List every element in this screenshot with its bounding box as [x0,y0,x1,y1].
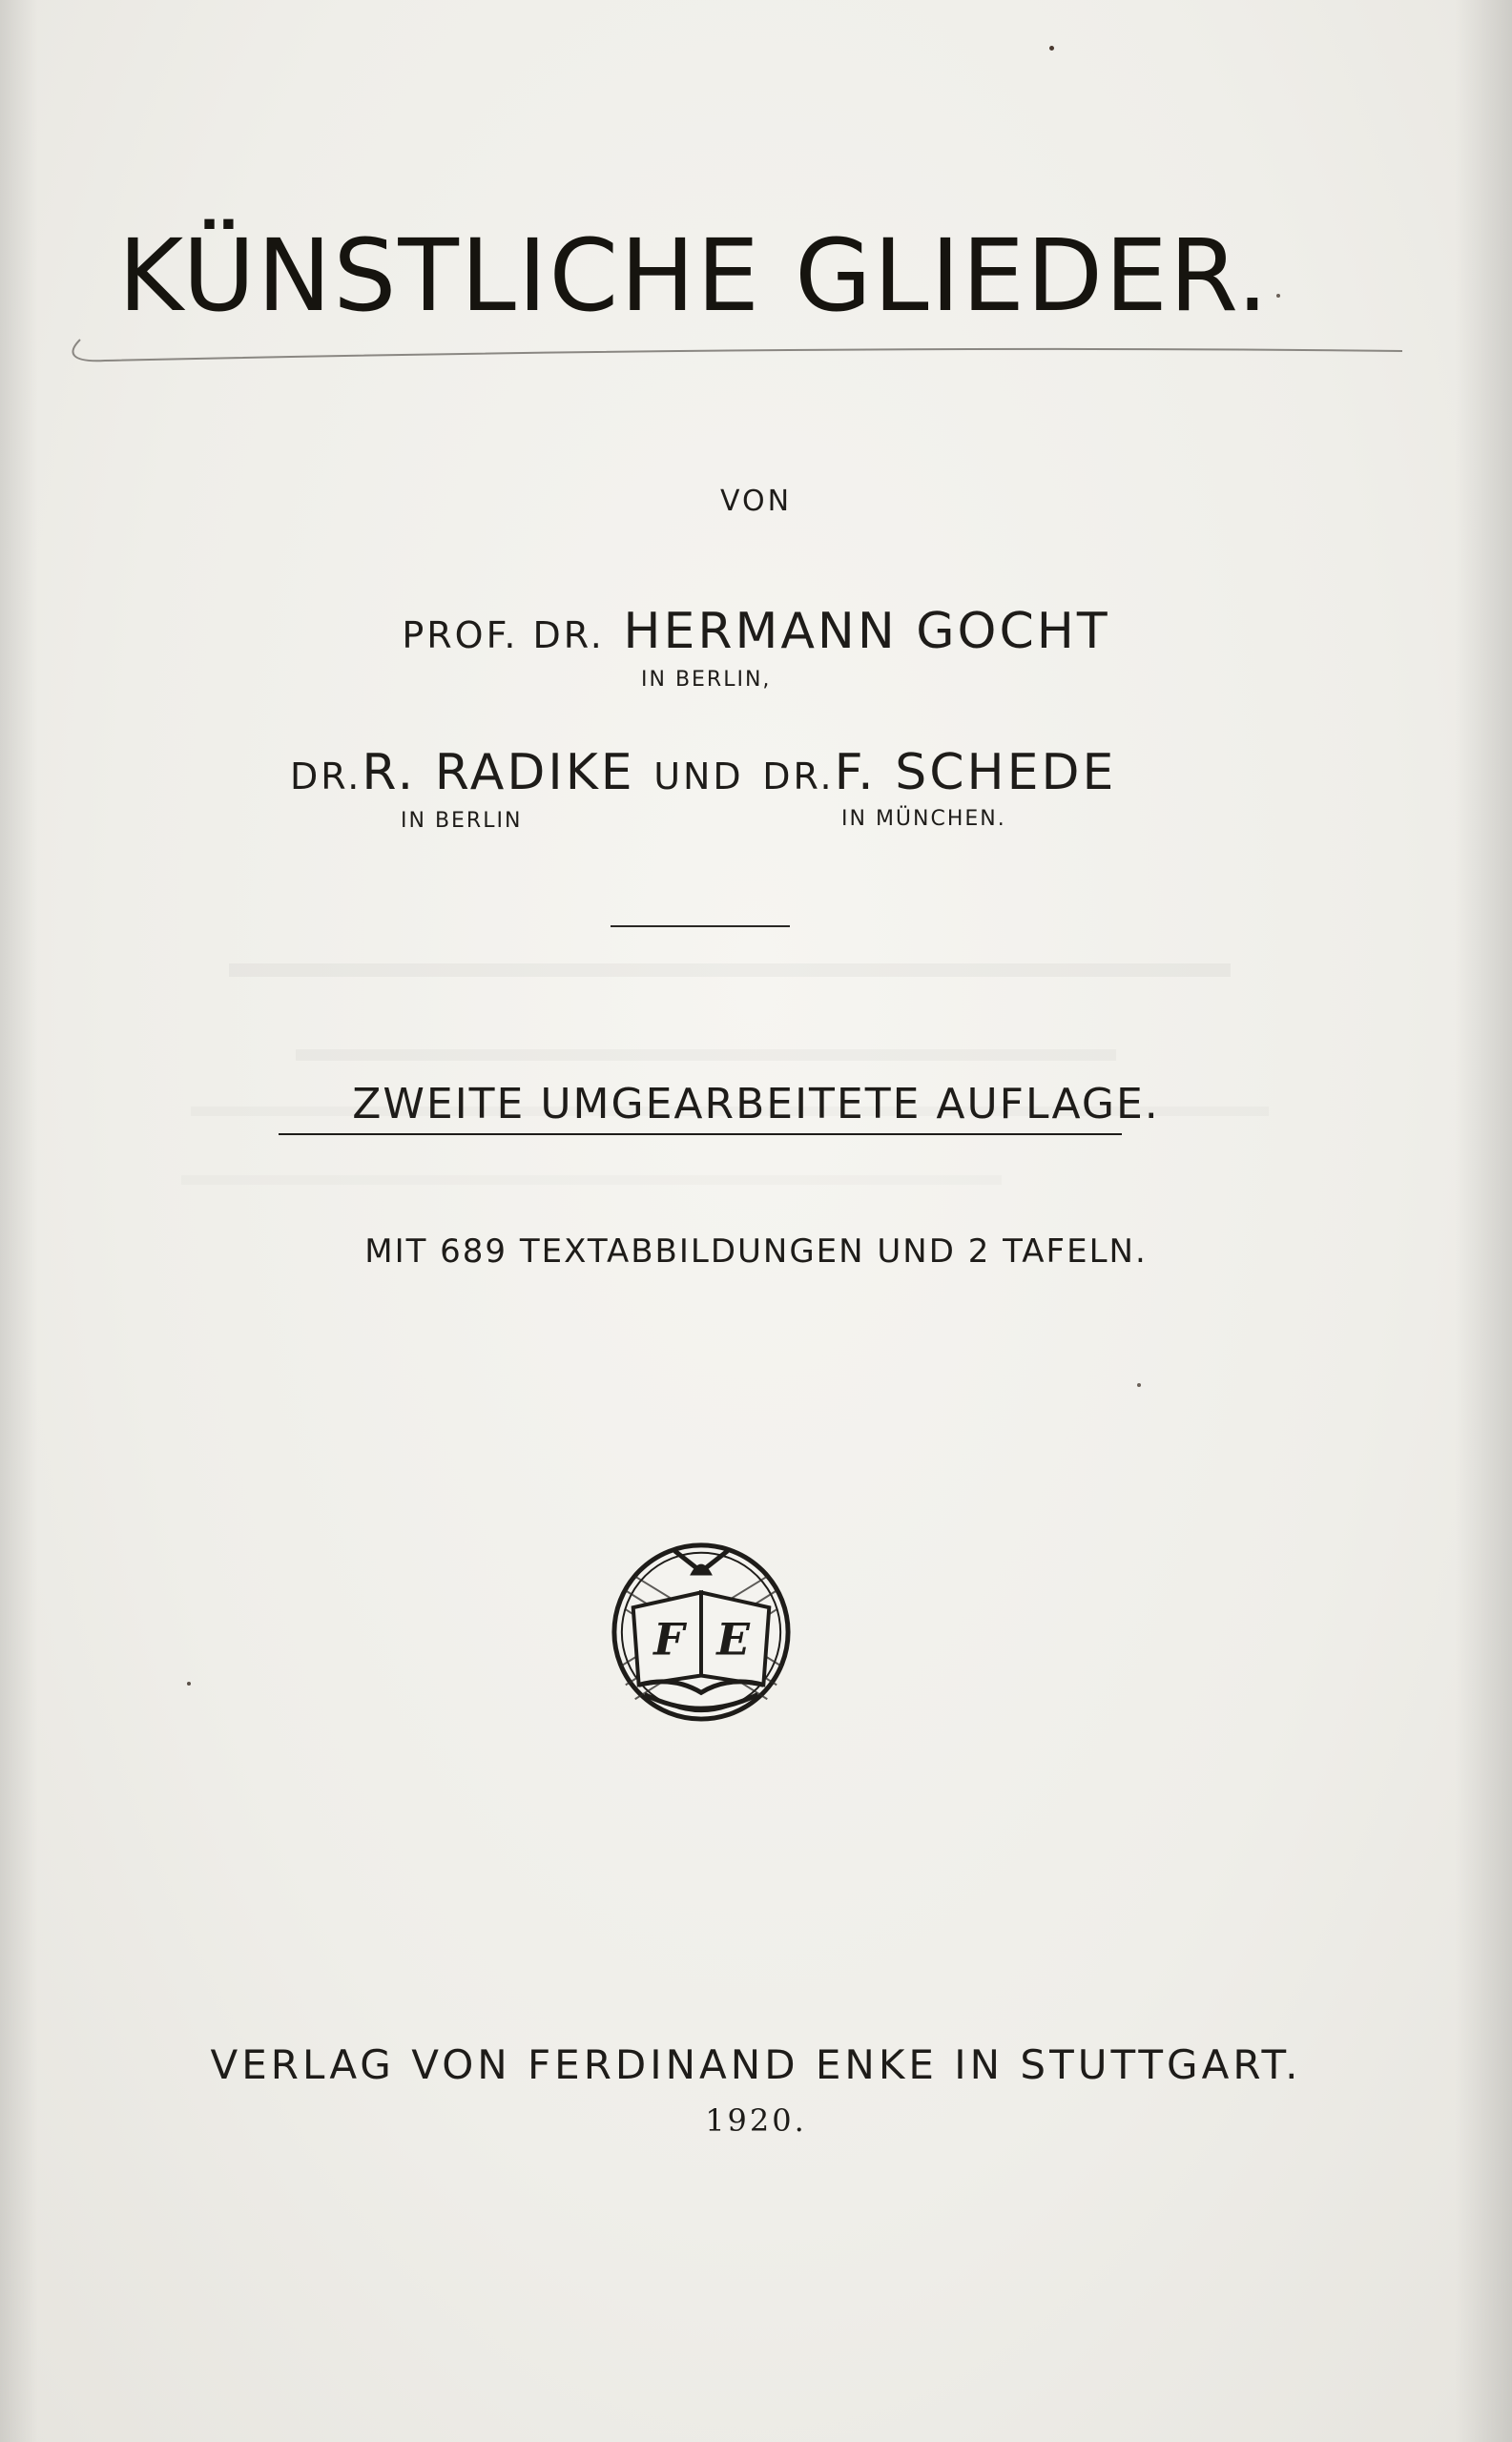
show-through-line [181,1175,1002,1185]
book-title: KÜNSTLICHE GLIEDER. [118,217,1271,334]
show-through-line [296,1049,1116,1061]
author-radike-prefix: DR. [290,755,362,797]
illustrations-line: MIT 689 TEXTABBILDUNGEN UND 2 TAFELN. [364,1232,1148,1271]
show-through-line [229,963,1231,977]
author-gocht-location: IN BERLIN, [641,668,772,692]
emblem-letter-f: F [653,1613,685,1666]
publisher-line: VERLAG VON FERDINAND ENKE IN STUTTGART. [210,2041,1302,2088]
author-gocht [0,603,1512,660]
publisher-emblem-icon [607,1534,796,1723]
paper-speck [187,1682,191,1686]
title-pencil-line [67,334,1402,372]
author-gocht-prefix: PROF. DR. [402,614,605,656]
author-gocht-name: HERMANN GOCHT [623,603,1110,660]
paper-speck [1137,1383,1141,1387]
edition-underline [279,1133,1122,1135]
author-schede-location: IN MÜNCHEN. [841,807,1006,831]
publication-year: 1920. [705,2102,807,2139]
paper-speck [1276,294,1280,298]
authors-radike-schede [290,744,1116,801]
authors-conjunction: UND [653,755,744,797]
author-radike-name: R. RADIKE [362,744,635,801]
author-schede-name: F. SCHEDE [834,744,1117,801]
by-label: VON [719,485,793,518]
emblem-letter-e: E [716,1613,751,1666]
author-radike-location: IN BERLIN [401,809,523,833]
paper-speck [1049,46,1054,51]
author-schede-prefix: DR. [762,755,835,797]
divider [611,925,790,927]
edition-line: ZWEITE UMGEARBEITETE AUFLAGE. [352,1080,1160,1128]
